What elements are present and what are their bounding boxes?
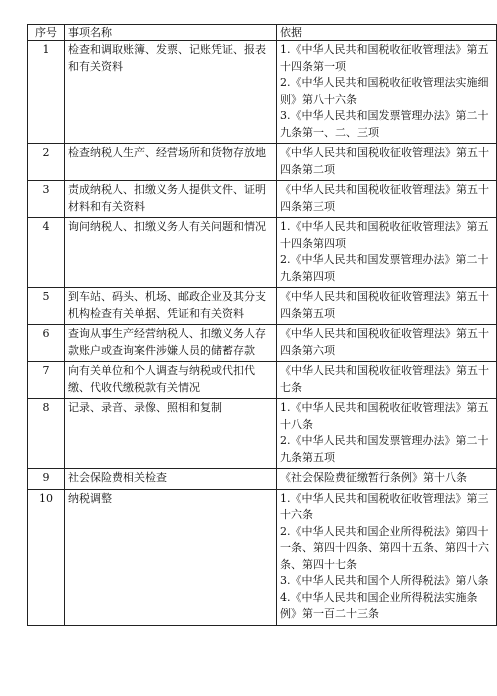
basis-line: 2.《中华人民共和国发票管理办法》第二十九条第五项 — [280, 434, 489, 464]
row-basis — [277, 325, 497, 362]
table-row — [28, 41, 497, 144]
basis-line: 《中华人民共和国税收征收管理法》第五十七条 — [280, 364, 489, 394]
table-row — [28, 218, 497, 288]
row-no: 10 — [28, 489, 65, 625]
row-item: 查询从事生产经营纳税人、扣缴义务人存款账户或查询案件涉嫌人员的储蓄存款 — [65, 325, 277, 362]
table-row — [28, 362, 497, 399]
basis-line: 1.《中华人民共和国税收征收管理法》第五十四条第一项 — [280, 43, 489, 73]
row-basis — [277, 469, 497, 490]
table-row — [28, 288, 497, 325]
row-basis — [277, 489, 497, 625]
row-basis — [277, 288, 497, 325]
row-basis — [277, 181, 497, 218]
inspection-items-table — [27, 24, 497, 626]
basis-line: 1.《中华人民共和国税收征收管理法》第三十六条 — [280, 491, 489, 521]
row-no: 5 — [28, 288, 65, 325]
basis-line: 《中华人民共和国税收征收管理法》第五十四条第五项 — [280, 290, 489, 320]
table-row — [28, 489, 497, 625]
row-no: 8 — [28, 399, 65, 469]
table-row — [28, 469, 497, 490]
row-basis — [277, 218, 497, 288]
row-item: 检查纳税人生产、经营场所和货物存放地 — [65, 144, 277, 181]
row-no: 2 — [28, 144, 65, 181]
row-no: 7 — [28, 362, 65, 399]
header-item: 事项名称 — [65, 25, 277, 41]
header-basis: 依据 — [277, 25, 497, 41]
basis-line: 3.《中华人民共和国个人所得税法》第八条 — [280, 574, 489, 587]
basis-line: 2.《中华人民共和国企业所得税法》第四十一条、第四十四条、第四十五条、第四十六条、第四十七条 — [280, 524, 489, 571]
row-no: 9 — [28, 469, 65, 490]
basis-line: 《中华人民共和国税收征收管理法》第五十四条第六项 — [280, 327, 489, 357]
basis-line: 《中华人民共和国税收征收管理法》第五十四条第三项 — [280, 183, 489, 213]
basis-line: 4.《中华人民共和国企业所得税法实施条例》第一百二十三条 — [280, 590, 478, 620]
basis-line: 3.《中华人民共和国发票管理办法》第二十九条第一、二、三项 — [280, 109, 489, 139]
row-basis — [277, 144, 497, 181]
row-no: 4 — [28, 218, 65, 288]
row-item: 记录、录音、录像、照相和复制 — [65, 399, 277, 469]
row-item: 检查和调取账簿、发票、记账凭证、报表和有关资料 — [65, 41, 277, 144]
row-basis — [277, 399, 497, 469]
row-basis — [277, 41, 497, 144]
row-basis — [277, 362, 497, 399]
row-no: 1 — [28, 41, 65, 144]
basis-line: 《中华人民共和国税收征收管理法》第五十四条第二项 — [280, 146, 489, 176]
table-row — [28, 181, 497, 218]
basis-line: 1.《中华人民共和国税收征收管理法》第五十四条第四项 — [280, 220, 489, 250]
basis-line: 《社会保险费征缴暂行条例》第十八条 — [280, 471, 467, 484]
basis-line: 2.《中华人民共和国发票管理办法》第二十九条第四项 — [280, 253, 489, 283]
row-item: 责成纳税人、扣缴义务人提供文件、证明材料和有关资料 — [65, 181, 277, 218]
basis-line: 2.《中华人民共和国税收征收管理法实施细则》第八十六条 — [280, 76, 489, 106]
row-item: 社会保险费相关检查 — [65, 469, 277, 490]
table-row — [28, 325, 497, 362]
header-no: 序号 — [28, 25, 65, 41]
basis-line: 1.《中华人民共和国税收征收管理法》第五十八条 — [280, 401, 489, 431]
row-no: 3 — [28, 181, 65, 218]
row-item: 向有关单位和个人调查与纳税或代扣代缴、代收代缴税款有关情况 — [65, 362, 277, 399]
table-row — [28, 144, 497, 181]
table-row — [28, 399, 497, 469]
row-item: 询问纳税人、扣缴义务人有关问题和情况 — [65, 218, 277, 288]
table-header-row — [28, 25, 497, 41]
row-item: 到车站、码头、机场、邮政企业及其分支机构检查有关单据、凭证和有关资料 — [65, 288, 277, 325]
row-no: 6 — [28, 325, 65, 362]
row-item: 纳税调整 — [65, 489, 277, 625]
